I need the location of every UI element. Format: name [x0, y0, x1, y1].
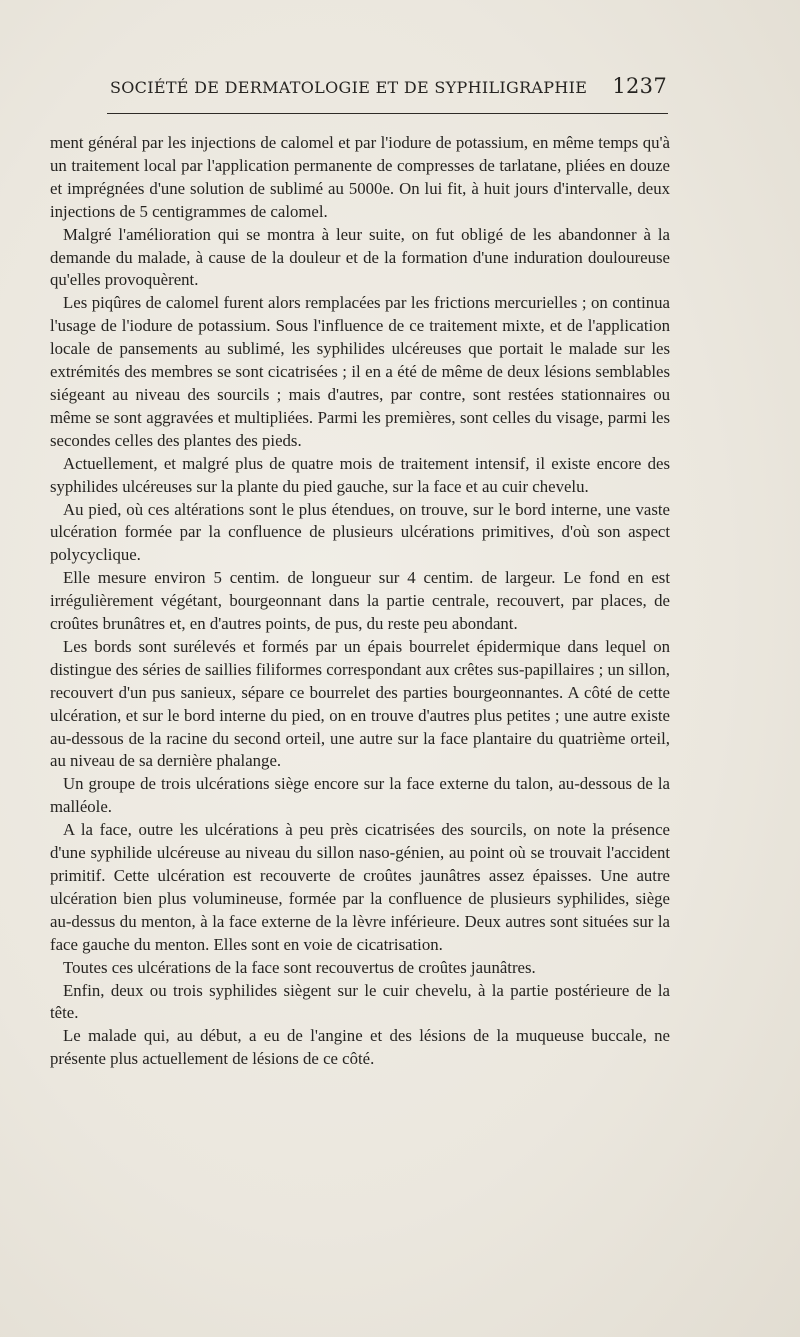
page-number: 1237	[612, 74, 667, 98]
running-header	[107, 74, 667, 108]
paragraph: ment général par les injections de calomel et par l'iodure de potassium, en même temps qu'à un traitement local par l'application permanente de compresses de tarlatane, pliées en douze et imprégnées d'une solution de sublimé au 5000e. On lui fit, à huit jours d'intervalle, deux injections de 5 centigrammes de calomel.	[50, 133, 670, 221]
header-rule	[107, 113, 668, 114]
running-title: SOCIÉTÉ DE DERMATOLOGIE ET DE SYPHILIGRAPHIE	[110, 78, 588, 97]
paragraph: Elle mesure environ 5 centim. de longueur sur 4 centim. de largeur. Le fond en est irrégulièrement végétant, bourgeonnant dans la partie centrale, recouvert, par places, de croûtes brunâtres et, en d'autres points, de pus, du reste peu abondant.	[50, 568, 670, 634]
paragraph: Toutes ces ulcérations de la face sont recouvertus de croûtes jaunâtres.	[63, 957, 536, 977]
paragraph: Un groupe de trois ulcérations siège encore sur la face externe du talon, au-dessous de la malléole.	[50, 774, 670, 817]
paragraph: Actuellement, et malgré plus de quatre mois de traitement intensif, il existe encore des syphilides ulcéreuses sur la plante du pied gauche, sur la face et au cuir chevelu.	[50, 453, 670, 496]
paragraph: Les piqûres de calomel furent alors remplacées par les frictions mercurielles ; on continua l'usage de l'iodure de potassium. Sous l'influence de ce traitement mixte, et de l'application locale de pansements au sublimé, les syphilides ulcéreuses que portait le malade sur les extrémités des membres se sont cicatrisées ; il en a été de même de deux lésions semblables siégeant au niveau des sourcils ; mais d'autres, par contre, sont restées stationnaires ou même se sont aggravées et multipliées. Parmi les premières, sont celles du visage, parmi les secondes celles des plantes des pieds.	[50, 293, 670, 450]
paragraph: A la face, outre les ulcérations à peu près cicatrisées des sourcils, on note la présence d'une syphilide ulcéreuse au niveau du sillon naso-génien, au point où se trouvait l'accident primitif. Cette ulcération est recouverte de croûtes jaunâtres assez épaisses. Une autre ulcération bien plus volumineuse, formée par la confluence de plusieurs syphilides, siège au-dessus du menton, à la face externe de la lèvre inférieure. Deux autres sont situées sur la face gauche du menton. Elles sont en voie de cicatrisation.	[50, 820, 670, 954]
paragraph: Le malade qui, au début, a eu de l'angine et des lésions de la muqueuse buccale, ne présente plus actuellement de lésions de ce côté.	[50, 1026, 670, 1069]
paragraph: Les bords sont surélevés et formés par un épais bourrelet épidermique dans lequel on distingue des séries de saillies filiformes correspondant aux crêtes sus-papillaires ; un sillon, recouvert d'un pus sanieux, sépare ce bourrelet des parties bourgeonnantes. A côté de cette ulcération, et sur le bord interne du pied, on en trouve d'autres plus petites ; une autre existe au-dessous de la racine du second orteil, une autre sur la face plantaire du quatrième orteil, au niveau de sa dernière phalange.	[50, 636, 670, 771]
body-text	[50, 132, 670, 1071]
paragraph: Au pied, où ces altérations sont le plus étendues, on trouve, sur le bord interne, une vaste ulcération formée par la confluence de plusieurs ulcérations primitives, d'où son aspect polycyclique.	[50, 499, 670, 565]
paragraph: Enfin, deux ou trois syphilides siègent sur le cuir chevelu, à la partie postérieure de la tête.	[50, 980, 670, 1023]
paragraph: Malgré l'amélioration qui se montra à leur suite, on fut obligé de les abandonner à la demande du malade, à cause de la douleur et de la formation d'une induration douloureuse qu'elles provoquèrent.	[50, 224, 670, 290]
